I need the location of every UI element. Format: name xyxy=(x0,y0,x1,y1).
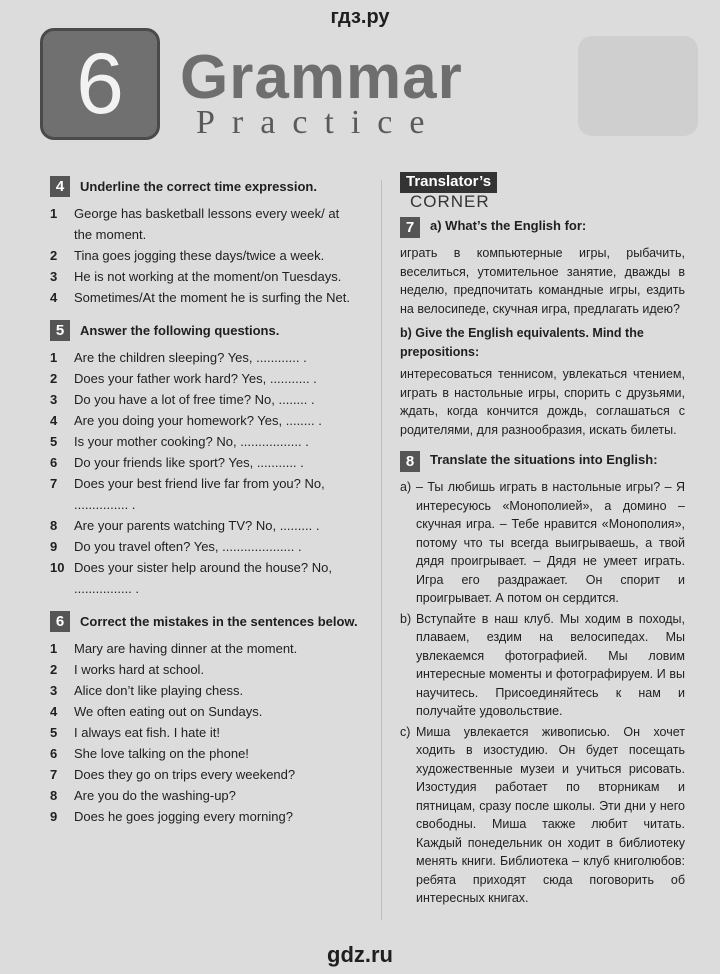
exercise-title: Correct the mistakes in the sentences below. xyxy=(80,614,358,629)
item-number: 3 xyxy=(50,683,58,698)
list-item xyxy=(50,722,360,743)
situation-text: – Ты любишь играть в настольные игры? – Я интересуюсь «Монополией», а домино – скучная игра. – Тебе нравится «Монополия», потому что ты всегда выигрываешь, а твой дядя проигрывает. – Дядя не умеет играть. Игра его раздражает. Он спорит и проигрывает. А потом он сердится. xyxy=(416,480,685,605)
item-text: Tina goes jogging these days/twice a week. xyxy=(74,248,325,263)
list-item xyxy=(50,410,360,431)
list-item xyxy=(50,245,360,266)
item-text: We often eating out on Sundays. xyxy=(74,704,263,719)
list-item xyxy=(50,266,360,287)
item-number: 2 xyxy=(50,371,58,386)
item-text: He is not working at the moment/on Tuesdays. xyxy=(74,269,342,284)
left-column xyxy=(50,176,360,839)
list-item xyxy=(50,701,360,722)
item-text: She love talking on the phone! xyxy=(74,746,249,761)
list-item xyxy=(50,764,360,785)
item-number: 2 xyxy=(50,662,58,677)
list-item xyxy=(50,287,360,308)
list-item xyxy=(50,680,360,701)
item-number: 1 xyxy=(50,206,58,221)
exercise-number: 7 xyxy=(400,217,420,238)
situation-text: Миша увлекается живописью. Он хочет ходить в изостудию. Он будет посещать художественные музеи и учиться рисовать. Изостудия работает по вторникам и пятницам, сразу после школы. Эти дни у него свободны. Миша также любит читать. Каждый понедельник он ходит в библиотеку менять книги. Библиотека – клуб книголюбов: ребята приходят сюда поговорить об интересных книгах. xyxy=(416,724,685,905)
list-item xyxy=(50,659,360,680)
translators-corner-header xyxy=(400,172,685,211)
item-number: 7 xyxy=(50,767,58,782)
item-text: Does he goes jogging every morning? xyxy=(74,809,293,824)
unit-number-badge xyxy=(40,28,160,140)
item-text: Does your sister help around the house? No, ................ . xyxy=(74,560,332,596)
item-number: 4 xyxy=(50,704,58,719)
item-text: Do you travel often? Yes, .................... . xyxy=(74,539,302,554)
list-item xyxy=(50,452,360,473)
exercise-4-list xyxy=(50,203,360,308)
item-number: 6 xyxy=(50,746,58,761)
exercise-number: 6 xyxy=(50,611,70,632)
list-item xyxy=(50,368,360,389)
unit-number: 6 xyxy=(76,36,124,132)
item-number: 7 xyxy=(50,476,58,491)
exercise-title: Translate the situations into English: xyxy=(430,452,658,467)
list-item xyxy=(50,203,360,245)
exercise-5 xyxy=(50,320,360,599)
list-item xyxy=(50,557,360,599)
exercise-7b-text: интересоваться теннисом, увлекаться чтением, играть в настольные игры, спорить с друзьями, ждать, когда кончится дождь, соглашаться с родителями, для разнообразия, искать билеты. xyxy=(400,367,685,437)
list-item xyxy=(50,743,360,764)
item-number: 9 xyxy=(50,809,58,824)
exercise-title: Answer the following questions. xyxy=(80,323,280,338)
list-item xyxy=(50,431,360,452)
item-text: I always eat fish. I hate it! xyxy=(74,725,220,740)
list-item xyxy=(50,536,360,557)
situation xyxy=(400,610,685,721)
exercise-5-list xyxy=(50,347,360,599)
bleed-through-shadow xyxy=(578,36,698,136)
column-divider xyxy=(381,180,382,920)
situation xyxy=(400,478,685,608)
list-item xyxy=(50,806,360,827)
item-text: Is your mother cooking? No, ................. . xyxy=(74,434,309,449)
item-text: Does your best friend live far from you? No, ............... . xyxy=(74,476,325,512)
page-title: Grammar xyxy=(180,43,463,112)
item-text: Are you do the washing-up? xyxy=(74,788,236,803)
exercise-7b-title: b) Give the English equivalents. Mind the prepositions: xyxy=(400,326,644,359)
item-number: 8 xyxy=(50,788,58,803)
site-watermark-top: гдз.ру xyxy=(330,6,390,28)
exercise-6 xyxy=(50,611,360,827)
item-text: Do your friends like sport? Yes, ........... . xyxy=(74,455,304,470)
exercise-title: Underline the correct time expression. xyxy=(80,179,317,194)
item-text: Does they go on trips every weekend? xyxy=(74,767,296,782)
exercise-6-list xyxy=(50,638,360,827)
list-item xyxy=(50,638,360,659)
item-number: 1 xyxy=(50,641,58,656)
item-number: 10 xyxy=(50,560,65,575)
item-text: Alice don’t like playing chess. xyxy=(74,683,244,698)
item-number: 2 xyxy=(50,248,58,263)
item-number: 8 xyxy=(50,518,58,533)
exercise-8 xyxy=(400,451,685,908)
list-item xyxy=(50,347,360,368)
right-column xyxy=(400,172,685,920)
item-number: 3 xyxy=(50,392,58,407)
site-watermark-bottom: gdz.ru xyxy=(327,942,393,967)
situation-letter: a) xyxy=(400,480,412,494)
exercise-7a-text: играть в компьютерные игры, рыбачить, веселиться, утомительное занятие, дважды в неделю, предпочитать командные игры, ездить на велосипеде, скучная игра, предлагать идею? xyxy=(400,246,685,316)
list-item xyxy=(50,389,360,410)
situation-letter: c) xyxy=(400,724,411,739)
item-text: Sometimes/At the moment he is surfing the Net. xyxy=(74,290,351,305)
item-text: I works hard at school. xyxy=(74,662,205,677)
item-number: 9 xyxy=(50,539,58,554)
exercise-4 xyxy=(50,176,360,308)
situation xyxy=(400,723,685,908)
item-text: Are your parents watching TV? No, ......... . xyxy=(74,518,320,533)
situation-letter: b) xyxy=(400,611,412,626)
item-number: 4 xyxy=(50,290,58,305)
item-number: 6 xyxy=(50,455,58,470)
list-item xyxy=(50,473,360,515)
item-number: 5 xyxy=(50,725,58,740)
page-subtitle: Practice xyxy=(196,104,442,141)
corner-label: CORNER xyxy=(410,191,490,211)
item-text: Mary are having dinner at the moment. xyxy=(74,641,298,656)
situation-text: Вступайте в наш клуб. Мы ходим в походы, плаваем, ездим на велосипедах. Мы увлекаемся фотографией. Мы ловим интересные моменты и фотографируем. И вы научитесь. Присоединяйтесь к нам и получайте удовольствие. xyxy=(416,611,685,718)
exercise-number: 4 xyxy=(50,176,70,197)
list-item xyxy=(50,785,360,806)
item-number: 3 xyxy=(50,269,58,284)
item-text: George has basketball lessons every week/ at the moment. xyxy=(74,206,340,242)
exercise-number: 8 xyxy=(400,451,420,472)
item-text: Are the children sleeping? Yes, ............ . xyxy=(74,350,307,365)
item-text: Does your father work hard? Yes, ........... . xyxy=(74,371,317,386)
exercise-8-list xyxy=(400,478,685,908)
translators-label: Translator’s xyxy=(400,172,497,193)
item-text: Are you doing your homework? Yes, ........ . xyxy=(74,413,322,428)
item-text: Do you have a lot of free time? No, ........ . xyxy=(74,392,315,407)
item-number: 4 xyxy=(50,413,58,428)
item-number: 1 xyxy=(50,350,58,365)
exercise-title: a) What’s the English for: xyxy=(430,218,587,233)
exercise-7 xyxy=(400,217,685,439)
item-number: 5 xyxy=(50,434,58,449)
list-item xyxy=(50,515,360,536)
exercise-number: 5 xyxy=(50,320,70,341)
